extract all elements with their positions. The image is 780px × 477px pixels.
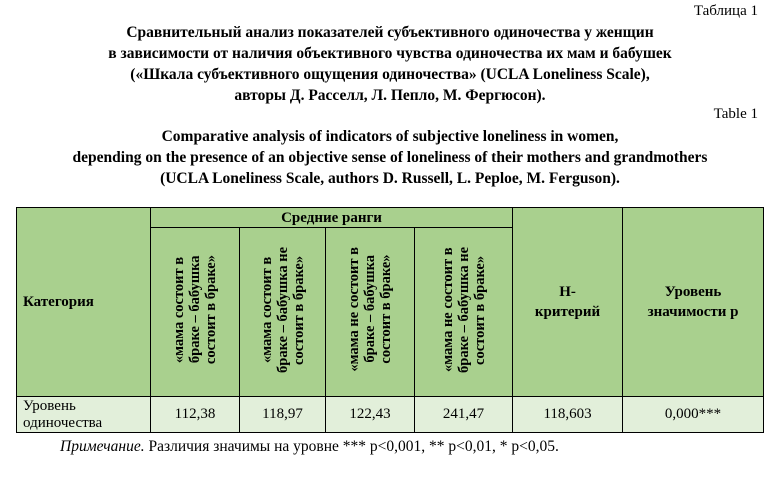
- title-en-line: depending on the presence of an objective sense of loneliness of their mothers and grandmothers: [72, 149, 708, 166]
- mean-rank-cell: 241,47: [415, 397, 513, 433]
- table-note: [60, 438, 559, 456]
- title-ru-line: в зависимости от наличия объективного чувства одиночества их мам и бабушек: [108, 45, 672, 62]
- title-ru: [0, 22, 780, 106]
- title-ru-line: («Шкала субъективного ощущения одиночества» (UCLA Loneliness Scale),: [130, 66, 650, 83]
- title-ru-line: Сравнительный анализ показателей субъективного одиночества у женщин: [126, 24, 654, 41]
- title-ru-line: авторы Д. Расселл, Л. Пепло, М. Фергюсон).: [234, 87, 546, 104]
- mean-rank-cell: 122,43: [326, 397, 415, 433]
- significance-header: Уровень значимости р: [623, 208, 764, 397]
- significance-cell: 0,000***: [623, 397, 764, 433]
- group-header: «мама состоит в браке – бабушка не состоит в браке»: [240, 228, 326, 397]
- mean-rank-cell: 118,97: [240, 397, 326, 433]
- group-header: «мама не состоит в браке – бабушка не состоит в браке»: [415, 228, 513, 397]
- h-criterion-cell: 118,603: [513, 397, 623, 433]
- title-en-line: (UCLA Loneliness Scale, authors D. Russell, L. Peploe, M. Ferguson).: [160, 170, 620, 187]
- row-label: Уровень одиночества: [17, 397, 151, 433]
- table-row: [17, 397, 764, 433]
- title-en-line: Comparative analysis of indicators of subjective loneliness in women,: [161, 128, 619, 145]
- header-row: [17, 208, 764, 228]
- group-header: «мама состоит в браке – бабушка состоит в браке»: [151, 228, 240, 397]
- note-prefix: Примечание.: [60, 438, 145, 455]
- group-header: «мама не состоит в браке – бабушка состоит в браке»: [326, 228, 415, 397]
- note-text: Различия значимы на уровне *** p<0,001, ** p<0,01, * p<0,05.: [144, 438, 559, 455]
- table-label-ru: Таблица 1: [693, 3, 758, 19]
- mean-ranks-header: Средние ранги: [151, 208, 513, 228]
- table-label-en: Table 1: [713, 106, 758, 122]
- h-criterion-header: Н- критерий: [513, 208, 623, 397]
- mean-rank-cell: 112,38: [151, 397, 240, 433]
- title-en: [0, 126, 780, 189]
- comparison-table: [16, 207, 764, 433]
- category-header: Категория: [17, 208, 151, 397]
